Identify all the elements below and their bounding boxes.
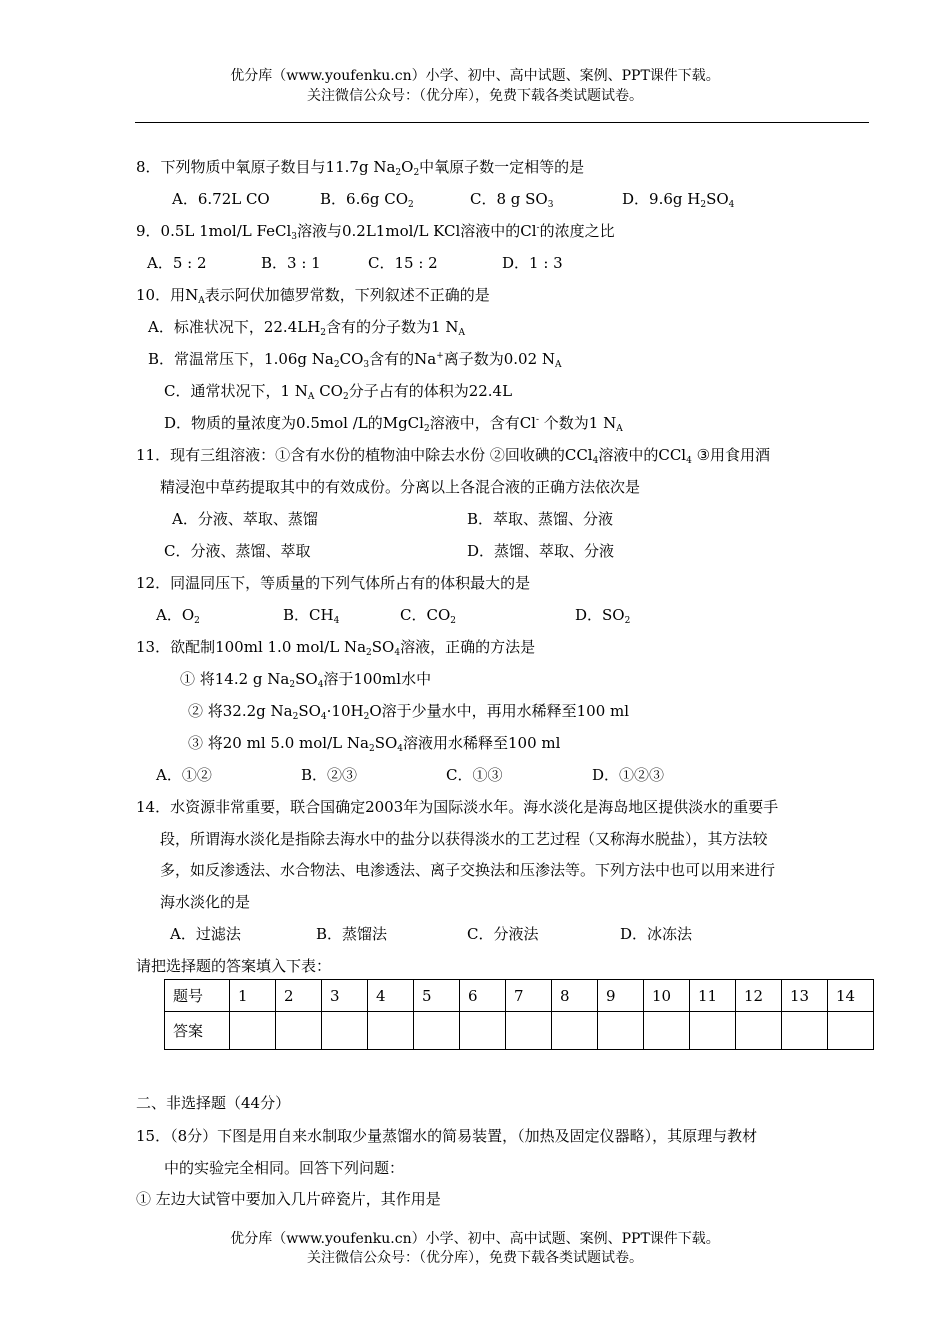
question-number-cell: 7 [506, 980, 552, 1012]
answer-table-row2-header: 答案 [165, 1012, 230, 1050]
question-number-cell: 8 [552, 980, 598, 1012]
q13-option-c: C．①③ [446, 766, 503, 784]
answer-cell[interactable] [506, 1012, 552, 1050]
header-line-1: 优分库（www.youfenku.cn）小学、初中、高中试题、案例、PPT课件下载。 [230, 68, 720, 84]
answer-cell[interactable] [736, 1012, 782, 1050]
answer-table [164, 979, 874, 1050]
question-number-cell: 11 [690, 980, 736, 1012]
q14-stem-line-2: 段，所谓海水淡化是指除去海水中的盐分以获得淡水的工艺过程（又称海水脱盐），其方法较 [160, 830, 768, 848]
answer-cell[interactable] [230, 1012, 276, 1050]
q10-stem: 10．用$N_A$表示阿伏加德罗常数，下列叙述不正确的是 [136, 286, 490, 306]
q12-option-d: D．$SO_2$ [575, 606, 631, 626]
q10-option-d: D．物质的量浓度为0.5mol /L的MgCl$_2$溶液中，含有Cl- 个数为1 $N_A$ [164, 414, 623, 434]
q8-option-b: B．6.6g $CO_2$ [320, 190, 414, 210]
q14-option-d: D．冰冻法 [620, 925, 693, 943]
q11-stem-line-1: 11．现有三组溶液：①含有水份的植物油中除去水份 ②回收碘的CCl$_4$溶液中的CCl$_4$ ③用食用酒 [136, 446, 771, 466]
header-divider [135, 122, 869, 123]
q10-option-b: B．常温常压下，1.06g $Na_2CO_3$含有的Na+离子数为0.02 $N_A$ [148, 350, 562, 370]
q11-stem-line-2: 精浸泡中草药提取其中的有效成份。分离以上各混合液的正确方法依次是 [160, 478, 641, 496]
footer-line-2: 关注微信公众号：（优分库），免费下载各类试题试卷。 [307, 1250, 643, 1266]
q8-option-a: A．6.72L CO [172, 190, 270, 208]
answer-cell[interactable] [782, 1012, 828, 1050]
question-number-cell: 1 [230, 980, 276, 1012]
q9-option-b: B．3 : 1 [261, 254, 321, 272]
q9-option-c: C．15 : 2 [368, 254, 438, 272]
q11-option-a: A．分液、萃取、蒸馏 [172, 510, 318, 528]
q13-option-d: D．①②③ [592, 766, 665, 784]
q8-option-d: D．9.6g $H_2SO_4$ [622, 190, 735, 210]
q9-stem: 9．0.5L 1mol/L FeCl$_3$溶液与0.2L1mol/L KCl溶液中的Cl-的浓度之比 [136, 222, 615, 242]
q14-stem-line-4: 海水淡化的是 [160, 893, 251, 911]
q12-option-c: C．$CO_2$ [400, 606, 456, 626]
question-number-cell: 13 [782, 980, 828, 1012]
question-number-cell: 14 [828, 980, 874, 1012]
q13-stem: 13．欲配制100ml 1.0 mol/L $Na_2SO_4$溶液，正确的方法是 [136, 638, 536, 658]
q12-option-a: A．$O_2$ [156, 606, 200, 626]
answer-cell[interactable] [828, 1012, 874, 1050]
answer-cell[interactable] [368, 1012, 414, 1050]
q13-method-2: ② 将32.2g $Na_2SO_4\cdot 10H_2O$溶于少量水中，再用水稀释至100 ml [188, 702, 630, 722]
header-line-2: 关注微信公众号：（优分库），免费下载各类试题试卷。 [307, 88, 643, 104]
q11-option-c: C．分液、蒸馏、萃取 [164, 542, 311, 560]
question-number-cell: 5 [414, 980, 460, 1012]
question-number-cell: 12 [736, 980, 782, 1012]
question-number-cell: 9 [598, 980, 644, 1012]
answer-cell[interactable] [644, 1012, 690, 1050]
answer-cell[interactable] [598, 1012, 644, 1050]
q14-option-b: B．蒸馏法 [316, 925, 388, 943]
q14-stem-line-3: 多，如反渗透法、水合物法、电渗透法、离子交换法和压渗法等。下列方法中也可以用来进行 [160, 861, 776, 879]
q14-option-c: C．分液法 [467, 925, 539, 943]
answer-cell[interactable] [414, 1012, 460, 1050]
q10-option-a: A．标准状况下，$22.4LH_2$含有的分子数为1 $N_A$ [148, 318, 465, 338]
q9-option-a: A．5 : 2 [147, 254, 207, 272]
answer-table-row1-header: 题号 [165, 980, 230, 1012]
q15-stem-line-1: 15．（8分）下图是用自来水制取少量蒸馏水的简易装置，（加热及固定仪器略），其原理与教材 [136, 1127, 758, 1145]
answer-table-instruction: 请把选择题的答案填入下表： [136, 957, 332, 975]
answer-cell[interactable] [322, 1012, 368, 1050]
q13-method-1: ① 将14.2 g $Na_2SO_4$溶于100ml水中 [180, 670, 432, 690]
footer-line-1: 优分库（www.youfenku.cn）小学、初中、高中试题、案例、PPT课件下载。 [230, 1231, 720, 1247]
q13-option-b: B．②③ [301, 766, 358, 784]
answer-cell[interactable] [460, 1012, 506, 1050]
q15-stem-line-2: 中的实验完全相同。回答下列问题： [164, 1159, 405, 1177]
question-number-cell: 3 [322, 980, 368, 1012]
q8-stem: 8．下列物质中氧原子数目与11.7g $Na_2O_2$中氧原子数一定相等的是 [136, 158, 585, 178]
answer-table-number-row [165, 980, 874, 1012]
answer-cell[interactable] [690, 1012, 736, 1050]
q14-stem-line-1: 14．水资源非常重要，联合国确定2003年为国际淡水年。海水淡化是海岛地区提供淡水的重要手 [136, 798, 779, 816]
question-number-cell: 6 [460, 980, 506, 1012]
q15-subquestion-1: ① 左边大试管中要加入几片碎瓷片，其作用是 [136, 1190, 441, 1208]
answer-cell[interactable] [552, 1012, 598, 1050]
q9-option-d: D．1 : 3 [502, 254, 563, 272]
q10-option-c: C．通常状况下，1 $N_A$ $CO_2$分子占有的体积为22.4L [164, 382, 513, 402]
q8-option-c: C．8 g $SO_3$ [470, 190, 554, 210]
question-number-cell: 2 [276, 980, 322, 1012]
q12-stem: 12．同温同压下，等质量的下列气体所占有的体积最大的是 [136, 574, 531, 592]
q11-option-d: D．蒸馏、萃取、分液 [467, 542, 615, 560]
q13-option-a: A．①② [156, 766, 212, 784]
q11-option-b: B．萃取、蒸馏、分液 [467, 510, 614, 528]
q13-method-3: ③ 将20 ml 5.0 mol/L $Na_2SO_4$溶液用水稀释至100 ml [188, 734, 561, 754]
answer-table-answer-row [165, 1012, 874, 1050]
answer-cell[interactable] [276, 1012, 322, 1050]
q12-option-b: B．$CH_4$ [283, 606, 340, 626]
question-number-cell: 4 [368, 980, 414, 1012]
section-2-title: 二、非选择题（44分） [136, 1094, 291, 1112]
question-number-cell: 10 [644, 980, 690, 1012]
q14-option-a: A．过滤法 [170, 925, 241, 943]
